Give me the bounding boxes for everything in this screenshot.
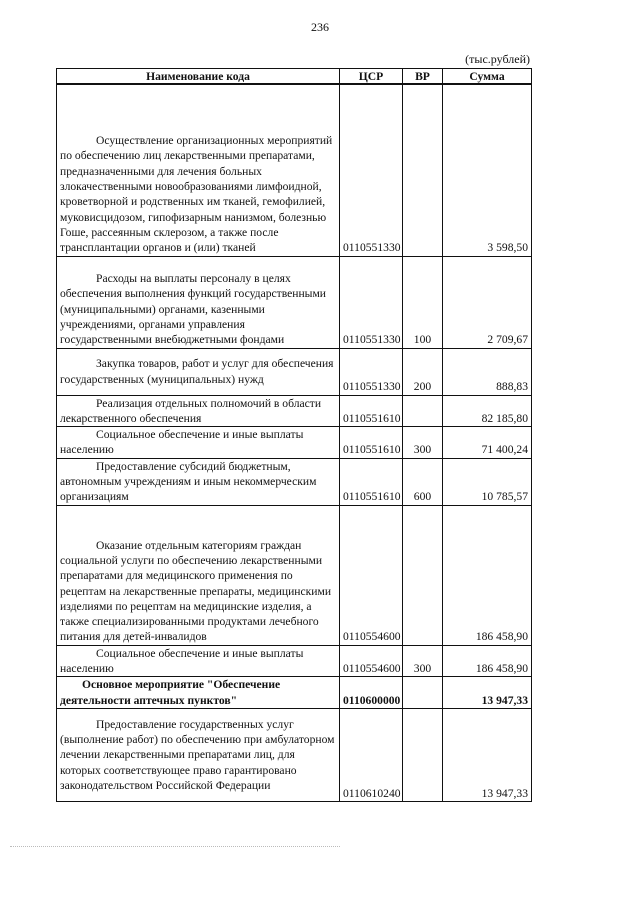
- row-sum: 10 785,57: [443, 458, 532, 505]
- row-vr: [403, 677, 443, 709]
- row-name: Предоставление государственных услуг (выполнение работ) по обеспечению при амбулаторном лечении лекарственными препаратами лиц, для которых соответствующее право гарантировано законодательством Российской Федерации: [57, 708, 340, 801]
- row-csr: 0110554600: [340, 645, 403, 677]
- units-label: (тыс.рублей): [465, 52, 530, 66]
- row-vr: 100: [403, 256, 443, 348]
- row-sum: 71 400,24: [443, 427, 532, 459]
- row-name: Оказание отдельным категориям граждан социальной услуги по обеспечению лекарственными препаратами для медицинского применения по рецептам на лекарственные препараты, медицинскими изделиями по рецептам на медицинские изделия, а также специализированными продуктами лечебного питания для детей-инвалидов: [57, 505, 340, 645]
- row-name: Предоставление субсидий бюджетным, автономным учреждениям и иным некоммерческим организациям: [57, 458, 340, 505]
- header-sum: Сумма: [443, 69, 532, 85]
- row-sum: 186 458,90: [443, 645, 532, 677]
- header-name: Наименование кода: [57, 69, 340, 85]
- table-row-main-event: [57, 677, 532, 709]
- row-name: Социальное обеспечение и иные выплаты населению: [57, 645, 340, 677]
- row-sum: 186 458,90: [443, 505, 532, 645]
- row-csr: 0110610240: [340, 708, 403, 801]
- row-name: Социальное обеспечение и иные выплаты населению: [57, 427, 340, 459]
- table-row: [57, 505, 532, 645]
- row-name: Закупка товаров, работ и услуг для обеспечения государственных (муниципальных) нужд: [57, 348, 340, 395]
- row-vr: 300: [403, 645, 443, 677]
- table-row: [57, 645, 532, 677]
- row-vr: [403, 708, 443, 801]
- budget-table: [56, 68, 532, 802]
- row-vr: [403, 505, 443, 645]
- table-row: [57, 708, 532, 801]
- row-sum: 888,83: [443, 348, 532, 395]
- row-vr: 600: [403, 458, 443, 505]
- row-csr: 0110551610: [340, 458, 403, 505]
- row-sum: 2 709,67: [443, 256, 532, 348]
- table-row: [57, 84, 532, 256]
- table-row: [57, 256, 532, 348]
- row-vr: [403, 395, 443, 427]
- header-vr: ВР: [403, 69, 443, 85]
- row-vr: 300: [403, 427, 443, 459]
- table-row: [57, 427, 532, 459]
- row-csr: 0110551330: [340, 84, 403, 256]
- row-sum: 13 947,33: [443, 708, 532, 801]
- row-sum: 3 598,50: [443, 84, 532, 256]
- row-name: Расходы на выплаты персоналу в целях обеспечения выполнения функций государственными (муниципальными) органами, казенными учреждениями, органами управления государственными внебюджетными фондами: [57, 256, 340, 348]
- page-number: 236: [311, 20, 329, 34]
- header-csr: ЦСР: [340, 69, 403, 85]
- row-name: Реализация отдельных полномочий в области лекарственного обеспечения: [57, 395, 340, 427]
- row-csr: 0110551330: [340, 256, 403, 348]
- row-vr: [403, 84, 443, 256]
- table-row: [57, 395, 532, 427]
- table-header-row: [57, 69, 532, 85]
- row-csr: 0110551330: [340, 348, 403, 395]
- row-sum: 82 185,80: [443, 395, 532, 427]
- row-name: Основное мероприятие "Обеспечение деятельности аптечных пунктов": [57, 677, 340, 709]
- row-sum: 13 947,33: [443, 677, 532, 709]
- scan-artifact-line: [10, 846, 340, 849]
- row-name: Осуществление организационных мероприятий по обеспечению лиц лекарственными препаратами, предназначенными для лечения больных злокачественными новообразованиями лимфоидной, кроветворной и родственных им тканей, гемофилией, муковисцидозом, гипофизарным нанизмом, болезнью Гоше, рассеянным склерозом, а также после трансплантации органов и (или) тканей: [57, 84, 340, 256]
- row-csr: 0110554600: [340, 505, 403, 645]
- row-vr: 200: [403, 348, 443, 395]
- row-csr: 0110551610: [340, 427, 403, 459]
- row-csr: 0110600000: [340, 677, 403, 709]
- table-row: [57, 458, 532, 505]
- table-row: [57, 348, 532, 395]
- row-csr: 0110551610: [340, 395, 403, 427]
